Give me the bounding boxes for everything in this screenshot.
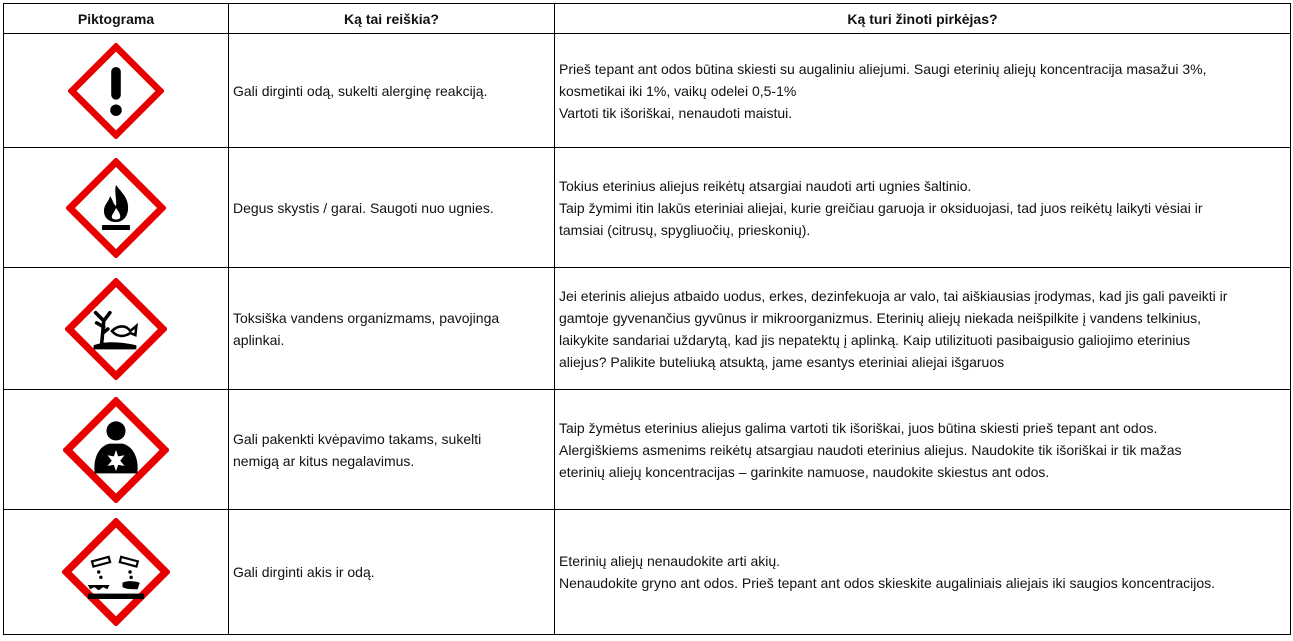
advice-text: Alergiškiems asmenims reikėtų atsargiau naudoti eterinius aliejus. Naudokite tik išoriškai ir tik mažas <box>559 441 1182 458</box>
meaning-text: Degus skystis / garai. Saugoti nuo ugnies. <box>233 199 494 216</box>
flame-icon <box>66 158 166 258</box>
advice-text: gamtoje gyvenančius gyvūnus ir mikroorganizmus. Eterinių aliejų niekada neišpilkite į vandens telkinius, <box>559 309 1201 326</box>
meaning-text: nemigą ar kitus negalavimus. <box>233 452 415 469</box>
advice-cell <box>555 510 1291 635</box>
advice-text: Tokius eterinius aliejus reikėtų atsargiai naudoti arti ugnies šaltinio. <box>559 177 972 194</box>
advice-text: kosmetikai iki 1%, vaikų odelei 0,5-1% <box>559 82 797 99</box>
advice-text: aliejus? Palikite buteliuką atsuktą, jame esantys eteriniai aliejai išgaruos <box>559 353 1005 370</box>
pictogram-cell <box>4 390 229 510</box>
advice-text: Taip žymimi itin lakūs eteriniai aliejai, kurie greičiau garuoja ir oksiduojasi, tad juos reikėtų laikyti vėsiai ir <box>559 199 1203 216</box>
meaning-text: Gali dirginti akis ir odą. <box>233 564 375 580</box>
advice-text: laikykite sandariai uždarytą, kad jis nepatektų į aplinką. Kaip utilizituoti pasibaigusio galiojimo eterinius <box>559 331 1191 348</box>
meaning-cell <box>229 390 555 510</box>
advice-cell <box>555 390 1291 510</box>
header-advice: Ką turi žinoti pirkėjas? <box>555 4 1291 34</box>
meaning-text: Toksiška vandens organizmams, pavojinga <box>233 309 500 326</box>
pictogram-cell <box>4 34 229 148</box>
meaning-cell <box>229 268 555 390</box>
meaning-text: Gali dirginti odą, sukelti alerginę reakciją. <box>233 82 488 99</box>
exclamation-mark-icon <box>68 43 164 139</box>
header-meaning: Ką tai reiškia? <box>229 4 555 34</box>
environment-hazard-icon <box>65 278 167 380</box>
meaning-cell <box>229 148 555 268</box>
table-row <box>4 148 1291 268</box>
advice-text: eterinių aliejų koncentracijas – garinkite namuose, naudokite skiestus ant odos. <box>559 463 1050 480</box>
advice-text: Vartoti tik išoriškai, nenaudoti maistui. <box>559 104 793 121</box>
advice-text: Jei eterinis aliejus atbaido uodus, erkes, dezinfekuoja ar valo, tai aiškiausias įrodymas, kad jis gali paveikti ir <box>559 287 1228 304</box>
meaning-text: Gali pakenkti kvėpavimo takams, sukelti <box>233 430 482 447</box>
table-row <box>4 510 1291 635</box>
pictogram-cell <box>4 268 229 390</box>
table-row <box>4 390 1291 510</box>
advice-text: Taip žymėtus eterinius aliejus galima vartoti tik išoriškai, juos būtina skiesti prieš tepant ant odos. <box>559 419 1158 436</box>
table-row <box>4 268 1291 390</box>
advice-cell <box>555 268 1291 390</box>
advice-text: Nenaudokite gryno ant odos. Prieš tepant ant odos skieskite augaliniais aliejais iki saugios koncentracijos. <box>559 575 1216 591</box>
header-pictogram: Piktograma <box>4 4 229 34</box>
table-header-row <box>4 4 1291 34</box>
advice-cell <box>555 34 1291 148</box>
corrosion-icon <box>62 518 170 626</box>
advice-text: Prieš tepant ant odos būtina skiesti su augaliniu aliejumi. Saugi eterinių aliejų koncentracija masažui 3%, <box>559 60 1207 77</box>
advice-text: tamsiai (citrusų, spygliuočių, prieskonių). <box>559 221 811 238</box>
table-row <box>4 34 1291 148</box>
advice-text: Eterinių aliejų nenaudokite arti akių. <box>559 553 781 569</box>
ghs-pictogram-table <box>3 3 1291 635</box>
meaning-text: aplinkai. <box>233 331 285 348</box>
meaning-cell <box>229 510 555 635</box>
health-hazard-icon <box>63 397 169 503</box>
pictogram-cell <box>4 148 229 268</box>
meaning-cell <box>229 34 555 148</box>
pictogram-cell <box>4 510 229 635</box>
advice-cell <box>555 148 1291 268</box>
